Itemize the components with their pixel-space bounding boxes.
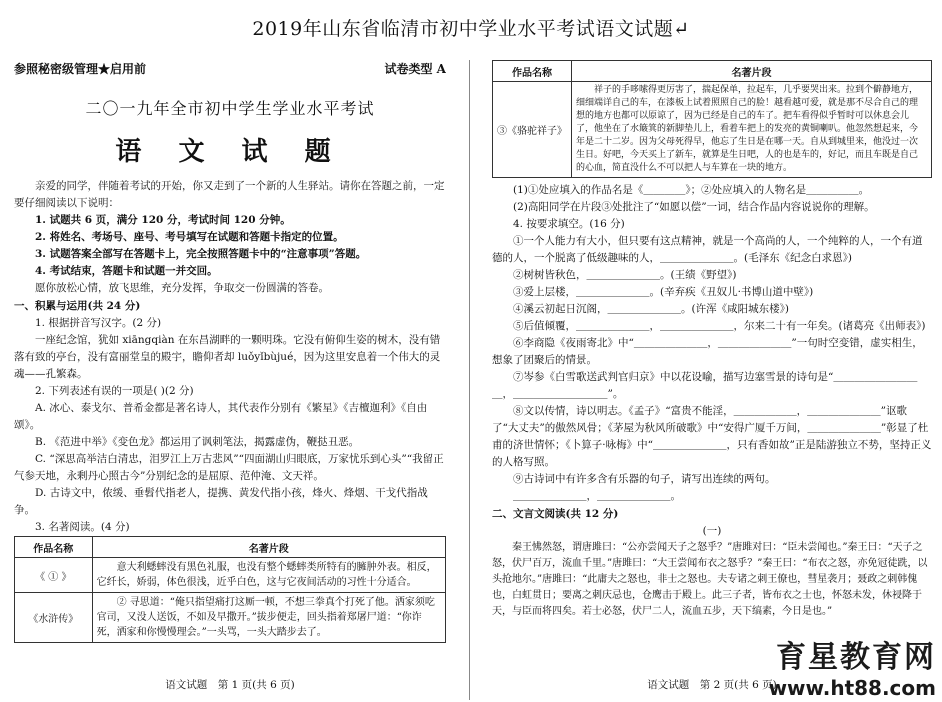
- page2-footer: 语文试题 第 2 页(共 6 页): [647, 679, 777, 691]
- option-c: C. “深思高举洁白清忠，泪罗江上万古悲风”“四面湖山归眼底，万家忧乐到心头”“我留正气参天地，永剩丹心照古今”分别纪念的是屈原、范仲淹、文天祥。: [14, 453, 444, 482]
- excerpt-text: 意大利蟋蟀没有黑色礼服，也没有整个蟋蟀类所特有的臃肿外表。相反，它纤长，娇弱，体色很浅，近乎白色，这与它夜间活动的习性十分适合。: [92, 558, 445, 593]
- table-row: [15, 593, 446, 643]
- works-table-1: [14, 536, 446, 643]
- exam-page-1: [14, 60, 446, 700]
- fill-3: ③爱上层楼，＿＿＿＿＿＿＿。(辛弃疾《丑奴儿·书博山道中壁》): [513, 286, 814, 298]
- page1-header: [14, 60, 446, 80]
- fill-8: ⑧文以传情，诗以明志。《孟子》“富贵不能淫，＿＿＿＿＿＿，＿＿＿＿＿＿＿”讴歌了“大丈夫”的傲然风骨；《茅屋为秋风所破歌》中“安得广厦千万间，＿＿＿＿＿＿＿”彰显了杜甫的济世情怀；《卜算子·咏梅》中“＿＿＿＿＿＿＿，只有香如故”正是陆游独立不势，坚持正义的人格写照。: [492, 405, 932, 468]
- exam-page-2: [492, 60, 932, 700]
- table-header-work: 作品名称: [15, 537, 93, 558]
- work-name: ③《骆驼祥子》: [493, 82, 572, 178]
- watermark-logo: [769, 632, 936, 700]
- option-d: D. 古诗文中，侬缓、垂髫代指老人，提携、黄发代指小孩，烽火、烽烟、干戈代指战争。: [14, 487, 428, 516]
- rule-1: 1. 试题共 6 页，满分 120 分，考试时间 120 分钟。: [35, 214, 291, 226]
- fill-2: ②树树皆秋色，＿＿＿＿＿＿＿。(王绩《野望》): [513, 269, 737, 281]
- section-1-heading: 一、积累与运用(共 24 分): [14, 300, 141, 312]
- intro: 亲爱的同学，伴随着考试的开始，你又走到了一个新的人生驿站。请你在答题之前，一定要仔细阅读以下说明：: [14, 180, 445, 209]
- fill-5: ⑤后值倾覆，＿＿＿＿＿＿＿，＿＿＿＿＿＿＿，尔来二十有一年矣。(诸葛亮《出师表》): [513, 320, 926, 332]
- fill-9-blank: ＿＿＿＿＿＿＿，＿＿＿＿＿＿＿。: [513, 490, 681, 502]
- table-row: [493, 82, 932, 178]
- part-one-label: (一): [702, 525, 722, 537]
- table-header-work: 作品名称: [493, 61, 572, 82]
- question-1: 1. 根据拼音写汉字。(2 分): [35, 317, 162, 329]
- question-1-text: 一座纪念馆，犹如 xiāngqiàn 在东昌湖畔的一颗明珠。它没有俯仰生姿的树木，没有错落有致的亭台，没有富丽堂皇的殿宇，瞻仰者却 luǒyǐbùjué，因为这里安息着一个伟大的灵魂——孔繁森。: [14, 334, 441, 380]
- sub-question-1: (1)①处应填入的作品名是《＿＿＿＿》；②处应填入的人物名是＿＿＿＿＿。: [513, 184, 870, 196]
- fill-9: ⑨古诗词中有许多含有乐器的句子，请写出连续的两句。: [513, 473, 776, 485]
- table-header-excerpt: 名著片段: [92, 537, 445, 558]
- table-row: [15, 558, 446, 593]
- question-4: 4. 按要求填空。(16 分): [513, 218, 625, 230]
- works-table-2: [492, 60, 932, 178]
- wish: 愿你放松心情，放飞思维，充分发挥，争取交一份圆满的答卷。: [35, 282, 329, 294]
- section-2-heading: 二、文言文阅读(共 12 分): [492, 508, 619, 520]
- question-3: 3. 名著阅读。(4 分): [35, 521, 130, 533]
- exam-title: 二〇一九年全市初中学生学业水平考试: [85, 99, 375, 118]
- subject-title: 语 文 试 题: [115, 137, 345, 167]
- watermark-name: 育星教育网: [776, 640, 936, 675]
- document-title: 2019年山东省临清市初中学业水平考试语文试题↵: [252, 18, 690, 40]
- rule-3: 3. 试题答案全部写在答题卡上，完全按照答题卡中的“注意事项”答题。: [35, 248, 367, 260]
- page-divider: [469, 60, 470, 700]
- option-a: A. 冰心、泰戈尔、普希金都是著名诗人，其代表作分别有《繁星》《吉檀迦利》《自由颂》。: [14, 402, 428, 431]
- page1-footer: 语文试题 第 1 页(共 6 页): [165, 679, 295, 691]
- confidential-label: 参照秘密级管理★启用前: [14, 62, 147, 76]
- fill-4: ④溪云初起日沉阁，＿＿＿＿＿＿＿。(许浑《咸阳城东楼》): [513, 303, 789, 315]
- sub-question-2: (2)高阳同学在片段③处批注了“如愿以偿”一词，结合作品内容说说你的理解。: [513, 201, 875, 213]
- work-name: 《水浒传》: [15, 593, 93, 643]
- fill-7: ⑦岑参《白雪歌送武判官归京》中以花设喻，描写边塞雪景的诗句是“＿＿＿＿＿＿＿＿＿，＿＿＿＿＿＿＿＿＿”。: [492, 371, 918, 400]
- excerpt-text: ② 寻思道：“俺只指望痛打这厮一顿，不想三拳真个打死了他。洒家须吃官司，又没人送饭，不如及早撒开。”拔步便走，回头指着郑屠尸道：“你诈死，洒家和你慢慢理会。”一头骂，一头大踏步去了。: [92, 593, 445, 643]
- excerpt-text: 祥子的手哆嗦得更厉害了，揣起保单，拉起车，几乎要哭出来。拉到个僻静地方，细细端详自己的车，在漆板上试着照照自己的脸！越看越可爱，就是那不尽合自己的理想的地方也都可以原谅了，因为已经是自己的车了。把车看得似乎暂时可以休息会儿了，他坐在了水簸箕的新脚垫儿上，看着车把上的发亮的黄铜喇叭。他忽然想起来，今年是二十二岁。因为父母死得早，他忘了生日是在哪一天。自从到城里来，他没过一次生日。好吧，今天买上了新车，就算是生日吧，人的也是车的，好记，而且车既是自己的心血，简直没什么不可以把人与车算在一块的地方。: [572, 82, 932, 178]
- classical-passage: 秦王怫然怒，谓唐雎曰：“公亦尝闻天子之怒乎？”唐雎对曰：“臣未尝闻也。”秦王曰：“天子之怒，伏尸百万，流血千里。”唐雎曰：“大王尝闻布衣之怒乎？”秦王曰：“布衣之怒，亦免冠徒跣，以头抢地尔。”唐雎曰：“此庸夫之怒也，非士之怒也。夫专诸之刺王僚也，彗星袭月；聂政之刺韩傀也，白虹贯日；要离之刺庆忌也，仓鹰击于殿上。此三子者，皆布衣之士也，怀怒未发，休祲降于天，与臣而将四矣。若士必怒，伏尸二人，流血五步，天下缟素，今日是也。”: [492, 542, 928, 617]
- watermark-url: www.ht88.com: [768, 676, 936, 700]
- work-name: 《 ① 》: [15, 558, 93, 593]
- fill-6: ⑥李商隐《夜雨寄北》中“＿＿＿＿＿＿＿，＿＿＿＿＿＿＿”一句时空变错，虚实相生，想象了团聚后的情景。: [492, 337, 923, 366]
- rule-4: 4. 考试结束，答题卡和试题一并交回。: [35, 265, 218, 277]
- rule-2: 2. 将姓名、考场号、座号、考号填写在试题和答题卡指定的位置。: [35, 231, 344, 243]
- question-2: 2. 下列表述有误的一项是( )(2 分): [35, 385, 194, 397]
- fill-1: ①一个人能力有大小，但只要有这点精神，就是一个高尚的人，一个纯粹的人，一个有道德的人，一个脱离了低级趣味的人，＿＿＿＿＿＿＿。(毛泽东《纪念白求恩》): [492, 235, 923, 264]
- table-header-excerpt: 名著片段: [572, 61, 932, 82]
- paper-type: 试卷类型 A: [384, 62, 446, 76]
- option-b: B. 《范进中举》《变色龙》都运用了讽刺笔法，揭露虚伪，鞭挞丑恶。: [35, 436, 360, 448]
